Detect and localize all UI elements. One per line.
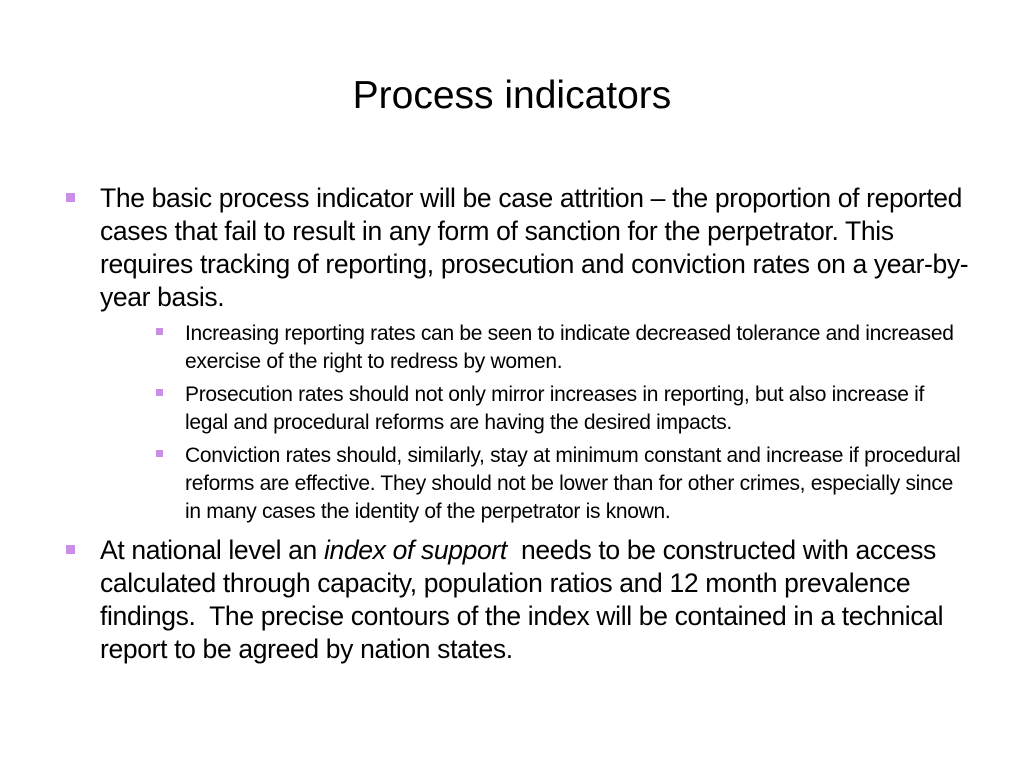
sub-bullet-conviction-rates xyxy=(145,442,970,526)
square-bullet-icon xyxy=(156,389,163,396)
bullet-text-before: At national level an xyxy=(100,535,324,565)
sub-bullet-prosecution-rates xyxy=(145,381,970,437)
sub-bullet-reporting-rates xyxy=(145,320,970,376)
sub-bullet-text: Increasing reporting rates can be seen to indicate decreased tolerance and increased exercise of the right to redress by women. xyxy=(185,322,954,373)
square-bullet-icon xyxy=(66,545,75,554)
bullet-point-index-of-support xyxy=(60,534,970,666)
slide-title: Process indicators xyxy=(352,74,672,117)
square-bullet-icon xyxy=(156,328,163,335)
bullet-text-emphasis: index of support xyxy=(323,535,507,565)
bullet-point-case-attrition xyxy=(60,182,970,526)
sub-bullet-text: Conviction rates should, similarly, stay at minimum constant and increase if procedural reforms are effective. They should not be lower than for other crimes, especially since in many cases the identity of the perpetrator is known. xyxy=(185,444,961,523)
square-bullet-icon xyxy=(156,450,163,457)
slide-content xyxy=(60,182,970,666)
sub-bullet-list xyxy=(100,320,970,526)
bullet-text: The basic process indicator will be case attrition – the proportion of reported cases that fail to result in any form of sanction for the perpetrator. This requires tracking of reporting, prosecution and conviction rates on a year-by-year basis. xyxy=(100,183,969,312)
square-bullet-icon xyxy=(66,193,75,202)
sub-bullet-text: Prosecution rates should not only mirror increases in reporting, but also increase if legal and procedural reforms are having the desired impacts. xyxy=(185,383,925,434)
bullet-text-after: needs to be constructed with access calculated through capacity, population ratios and 12 month prevalence findings. The precise contours of the index will be contained in a technical report to be agreed by nation states. xyxy=(100,535,951,664)
